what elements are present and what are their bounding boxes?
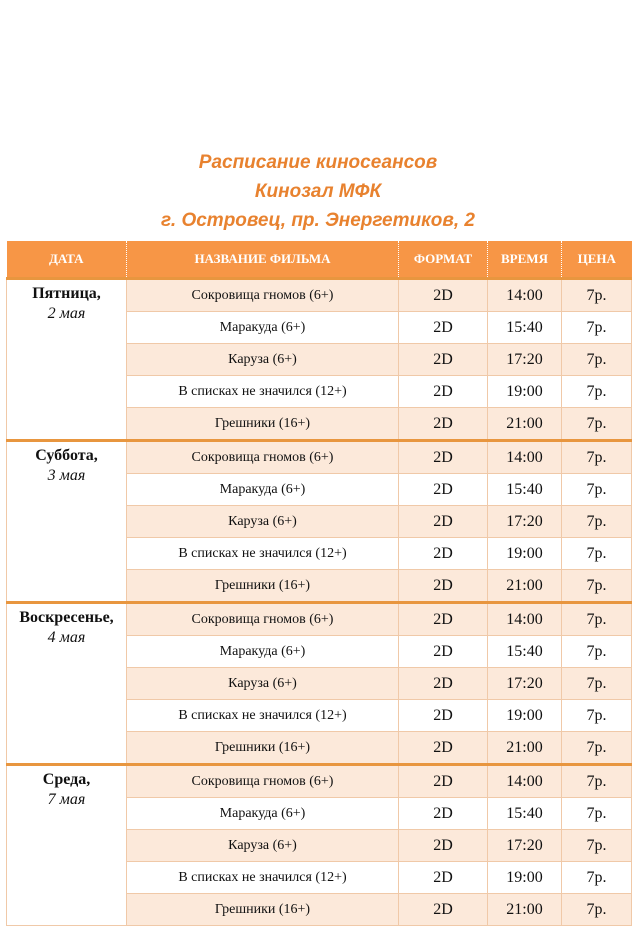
format-cell: 2D	[399, 894, 488, 926]
format-cell: 2D	[399, 668, 488, 700]
time-cell: 17:20	[488, 668, 562, 700]
day-group	[7, 441, 632, 603]
price-cell: 7р.	[562, 506, 632, 538]
time-cell: 19:00	[488, 376, 562, 408]
col-format-header: ФОРМАТ	[399, 241, 488, 279]
format-cell: 2D	[399, 765, 488, 798]
film-title-cell: Грешники (16+)	[127, 408, 399, 441]
price-cell: 7р.	[562, 732, 632, 765]
table-row	[7, 765, 632, 798]
time-cell: 21:00	[488, 894, 562, 926]
film-title-cell: Сокровища гномов (6+)	[127, 441, 399, 474]
price-cell: 7р.	[562, 474, 632, 506]
film-title-cell: Каруза (6+)	[127, 344, 399, 376]
format-cell: 2D	[399, 312, 488, 344]
header-venue: Кинозал МФК	[254, 181, 382, 202]
time-cell: 15:40	[488, 636, 562, 668]
format-cell: 2D	[399, 474, 488, 506]
header-title: Расписание киносеансов	[198, 152, 438, 173]
schedule-header	[0, 148, 636, 235]
day-date: 2 мая	[47, 305, 86, 322]
price-cell: 7р.	[562, 830, 632, 862]
col-price-header: ЦЕНА	[562, 241, 632, 279]
format-cell: 2D	[399, 798, 488, 830]
film-title-cell: В списках не значился (12+)	[127, 700, 399, 732]
format-cell: 2D	[399, 376, 488, 408]
format-cell: 2D	[399, 732, 488, 765]
price-cell: 7р.	[562, 344, 632, 376]
time-cell: 15:40	[488, 474, 562, 506]
time-cell: 17:20	[488, 506, 562, 538]
format-cell: 2D	[399, 441, 488, 474]
price-cell: 7р.	[562, 538, 632, 570]
price-cell: 7р.	[562, 279, 632, 312]
format-cell: 2D	[399, 538, 488, 570]
time-cell: 14:00	[488, 603, 562, 636]
film-title-cell: В списках не значился (12+)	[127, 376, 399, 408]
film-title-cell: Каруза (6+)	[127, 668, 399, 700]
price-cell: 7р.	[562, 408, 632, 441]
day-date: 7 мая	[47, 791, 86, 808]
price-cell: 7р.	[562, 636, 632, 668]
day-cell	[7, 279, 127, 441]
film-title-cell: В списках не значился (12+)	[127, 538, 399, 570]
day-group	[7, 765, 632, 926]
time-cell: 21:00	[488, 570, 562, 603]
format-cell: 2D	[399, 344, 488, 376]
day-date: 3 мая	[47, 467, 86, 484]
day-name: Пятница,	[32, 285, 101, 302]
format-cell: 2D	[399, 506, 488, 538]
film-title-cell: Сокровища гномов (6+)	[127, 603, 399, 636]
film-title-cell: Сокровища гномов (6+)	[127, 765, 399, 798]
price-cell: 7р.	[562, 765, 632, 798]
day-group	[7, 603, 632, 765]
header-address: г. Островец, пр. Энергетиков, 2	[161, 210, 475, 231]
time-cell: 17:20	[488, 344, 562, 376]
price-cell: 7р.	[562, 312, 632, 344]
time-cell: 19:00	[488, 862, 562, 894]
price-cell: 7р.	[562, 862, 632, 894]
format-cell: 2D	[399, 408, 488, 441]
col-title-header: НАЗВАНИЕ ФИЛЬМА	[127, 241, 399, 279]
time-cell: 15:40	[488, 312, 562, 344]
film-title-cell: В списках не значился (12+)	[127, 862, 399, 894]
time-cell: 21:00	[488, 732, 562, 765]
col-date-header: ДАТА	[7, 241, 127, 279]
film-title-cell: Каруза (6+)	[127, 830, 399, 862]
price-cell: 7р.	[562, 441, 632, 474]
table-row	[7, 441, 632, 474]
film-title-cell: Маракуда (6+)	[127, 312, 399, 344]
time-cell: 21:00	[488, 408, 562, 441]
day-cell	[7, 603, 127, 765]
time-cell: 15:40	[488, 798, 562, 830]
time-cell: 19:00	[488, 700, 562, 732]
time-cell: 14:00	[488, 279, 562, 312]
film-title-cell: Маракуда (6+)	[127, 798, 399, 830]
day-name: Суббота,	[35, 447, 98, 464]
table-row	[7, 279, 632, 312]
price-cell: 7р.	[562, 894, 632, 926]
format-cell: 2D	[399, 279, 488, 312]
price-cell: 7р.	[562, 700, 632, 732]
price-cell: 7р.	[562, 798, 632, 830]
film-title-cell: Сокровища гномов (6+)	[127, 279, 399, 312]
table-header-row	[7, 241, 632, 279]
time-cell: 14:00	[488, 441, 562, 474]
day-name: Воскресенье,	[19, 609, 114, 626]
film-title-cell: Грешники (16+)	[127, 570, 399, 603]
format-cell: 2D	[399, 603, 488, 636]
format-cell: 2D	[399, 862, 488, 894]
day-group	[7, 279, 632, 441]
film-title-cell: Маракуда (6+)	[127, 636, 399, 668]
film-title-cell: Каруза (6+)	[127, 506, 399, 538]
format-cell: 2D	[399, 570, 488, 603]
day-name: Среда,	[42, 771, 91, 788]
price-cell: 7р.	[562, 376, 632, 408]
day-cell	[7, 441, 127, 603]
film-title-cell: Грешники (16+)	[127, 894, 399, 926]
col-time-header: ВРЕМЯ	[488, 241, 562, 279]
format-cell: 2D	[399, 700, 488, 732]
time-cell: 14:00	[488, 765, 562, 798]
price-cell: 7р.	[562, 668, 632, 700]
price-cell: 7р.	[562, 603, 632, 636]
format-cell: 2D	[399, 830, 488, 862]
film-title-cell: Грешники (16+)	[127, 732, 399, 765]
schedule-table	[6, 241, 632, 926]
time-cell: 19:00	[488, 538, 562, 570]
price-cell: 7р.	[562, 570, 632, 603]
day-date: 4 мая	[47, 629, 86, 646]
format-cell: 2D	[399, 636, 488, 668]
film-title-cell: Маракуда (6+)	[127, 474, 399, 506]
day-cell	[7, 765, 127, 926]
table-row	[7, 603, 632, 636]
time-cell: 17:20	[488, 830, 562, 862]
